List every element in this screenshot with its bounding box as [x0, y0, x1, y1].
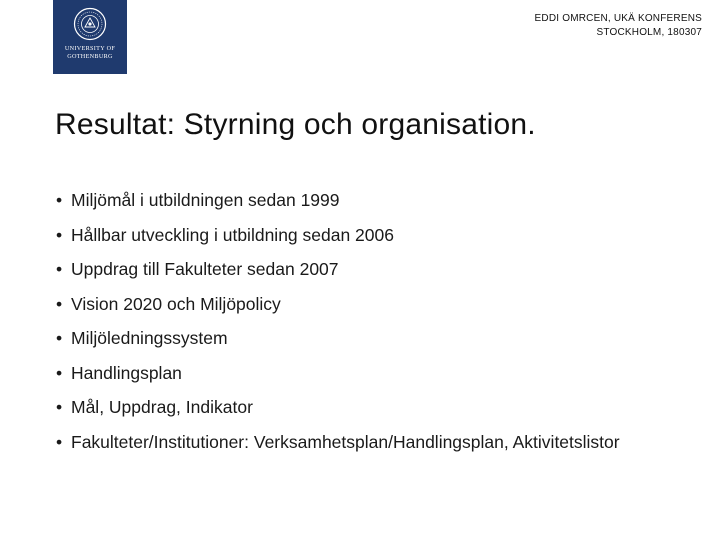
bullet-marker: •	[56, 293, 63, 314]
header-location-date: STOCKHOLM, 180307	[596, 27, 702, 38]
logo-text-line-1: UNIVERSITY OF	[64, 45, 116, 52]
bullet-text: Uppdrag till Fakulteter sedan 2007	[71, 259, 339, 279]
bullet-item	[55, 190, 655, 211]
bullet-text: Miljömål i utbildningen sedan 1999	[71, 190, 340, 210]
bullet-marker: •	[56, 259, 63, 279]
slide-title: Resultat: Styrning och organisation.	[55, 108, 536, 141]
bullet-item	[55, 225, 655, 246]
bullet-marker: •	[56, 190, 63, 210]
bullet-item	[55, 432, 655, 453]
bullet-item	[55, 294, 655, 315]
header-presenter: EDDI OMRCEN, UKÄ KONFERENS	[534, 13, 702, 24]
bullet-item	[55, 328, 655, 349]
bullet-text: Miljöledningssystem	[71, 328, 228, 348]
bullet-item	[55, 363, 655, 384]
bullet-text: Fakulteter/Institutioner: Verksamhetsplan/Handlingsplan, Aktivitetslistor	[71, 431, 620, 452]
bullet-marker: •	[56, 397, 63, 417]
bullet-text: Mål, Uppdrag, Indikator	[71, 397, 253, 417]
bullet-list	[55, 190, 655, 466]
bullet-marker: •	[56, 224, 63, 245]
bullet-text: Handlingsplan	[71, 362, 182, 383]
logo-text-line-2: GOTHENBURG	[67, 53, 113, 60]
bullet-marker: •	[56, 431, 63, 452]
bullet-marker: •	[56, 362, 63, 383]
bullet-marker: •	[56, 328, 63, 348]
bullet-item	[55, 397, 655, 418]
university-seal-icon	[73, 7, 107, 41]
bullet-text: Vision 2020 och Miljöpolicy	[71, 293, 281, 314]
header-info	[535, 12, 702, 40]
bullet-text: Hållbar utveckling i utbildning sedan 2006	[71, 224, 394, 245]
bullet-item	[55, 259, 655, 280]
university-logo	[53, 0, 127, 74]
